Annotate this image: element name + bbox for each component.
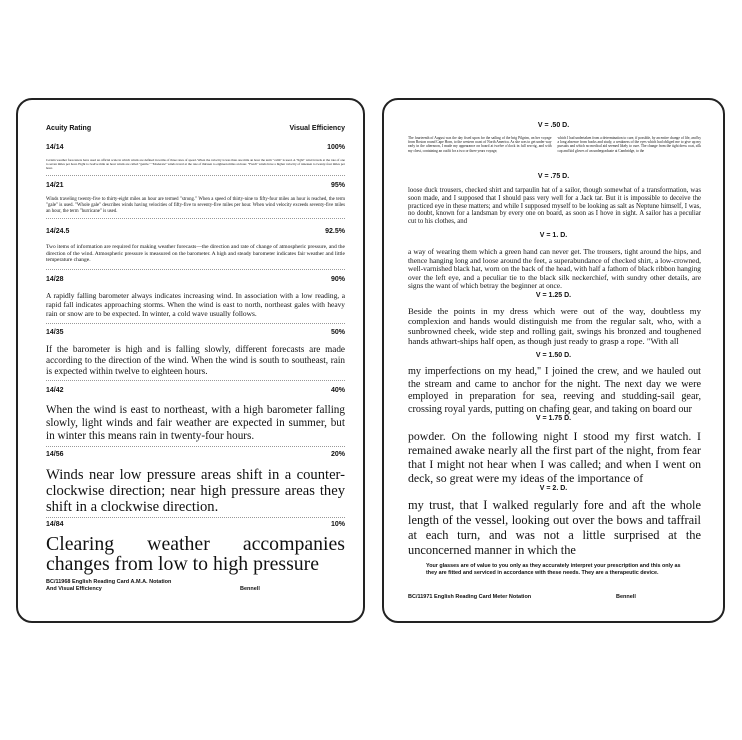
visual-efficiency: 90% xyxy=(330,276,345,283)
brand-name: Bennell xyxy=(240,586,260,592)
card-code: BC/11971 English Reading Card Meter Notation xyxy=(408,594,532,600)
acuity-rating: 14/84 xyxy=(46,521,64,528)
reading-paragraph: Two items of information are required for making weather forecasts—the direction and rate of change of atmospheric pressure, and the direction of the wind. Atmospheric pressure is measured on the barometer. A high and steady barometer indicates fair weather and little temperature change. xyxy=(46,244,345,264)
diopter-label: V = 2. D. xyxy=(539,485,568,492)
acuity-rating-header: Acuity Rating xyxy=(46,125,92,132)
reading-paragraph: Beside the points in my dress which were out of the way, doubtless my complexion and hands would distinguish me from the regular salt, who, with a sunbrowned cheek, wide step and rolling gait, swings his bronzed and toughened hands athwart-ships half open, as though just ready to grasp a rope. "With all xyxy=(408,306,701,346)
visual-efficiency: 100% xyxy=(327,144,345,151)
acuity-rating: 14/21 xyxy=(46,182,64,189)
visual-efficiency: 95% xyxy=(330,182,345,189)
reading-paragraph: loose duck trousers, checked shirt and tarpaulin hat of a sailor, though somewhat of a transformation, was soon made, and I supposed that I should pass very well for a Jack tar. But it is impossible to deceive the practiced eye in these matters; and while I supposed myself to be looking as salt as Neptune himself, I was, no doubt, known for a landsman by every one on board, as soon as I hove in sight. A sailor has a peculiar cut to his clothes, and xyxy=(408,187,701,226)
acuity-reading-card xyxy=(16,98,365,623)
diopter-label: V = .75 D. xyxy=(537,173,570,180)
diopter-label: V = 1. D. xyxy=(539,232,568,239)
level-row xyxy=(46,329,345,336)
level-row xyxy=(46,228,345,235)
acuity-rating: 14/28 xyxy=(46,276,64,283)
visual-efficiency: 92.5% xyxy=(325,228,345,235)
reading-paragraph: Clearing weather accompanies changes from low to high pressure xyxy=(46,533,345,575)
meter-reading-card xyxy=(382,98,725,623)
divider xyxy=(46,517,345,518)
reading-paragraph: my trust, that I walked regularly fore and aft the whole length of the vessel, looking out over the bows and taffrail at each turn, and was not a little surprised at the unconcerned manner in which the xyxy=(408,498,701,557)
reading-paragraph: Winds traveling twenty-five to thirty-eight miles an hour are termed "strong." When a speed of thirty-nine to fifty-four miles an hour is reached, the term "gale" is used. "Whole gale" describes winds having velocities of fifty-five to seventy-five miles per hour. When wind velocity exceeds seventy-five miles an hour, the term "hurricane" is used. xyxy=(46,197,345,214)
reading-column-right: which I had undertaken from a determination to cure, if possible, by an entire change of life, and by a long absence from books and study, a weakness of the eyes which had obliged me to give up my pursuits and which no medical aid seemed likely to cure. The change from the tight dress coat, silk cap and kid gloves of an undergraduate at Cambridge, to the xyxy=(557,136,701,153)
acuity-rating: 14/42 xyxy=(46,387,64,394)
reading-column-left: The fourteenth of August was the day fixed upon for the sailing of the brig Pilgrim, on her voyage from Boston round Cape Horn, to the western coast of North America. As she was to get under way early in the afternoon, I made my appearance on board at twelve o'clock in full sea-rig, and with my chest, containing an outfit for a two or three years voyage, xyxy=(408,136,552,153)
reading-paragraph: powder. On the following night I stood my first watch. I remained awake nearly all the first part of the night, from fear that I might not hear when I was called; and when I went on deck, so great were my ideas of the importance of xyxy=(408,429,701,485)
visual-efficiency: 10% xyxy=(330,521,345,528)
divider xyxy=(46,269,345,270)
card-code: BC/11968 English Reading Card A.M.A. Notation xyxy=(46,579,172,585)
level-row xyxy=(46,144,345,151)
divider xyxy=(46,446,345,447)
divider xyxy=(46,380,345,381)
visual-efficiency: 50% xyxy=(330,329,345,336)
diopter-label: V = 1.75 D. xyxy=(535,415,572,422)
reading-paragraph: Certain weather forecasters have used an official scale in which winds are defined in terms of three rates of speed. When the velocity is less than one mile an hour the term "calm" is used. A "light" wind travels at the rate of one to seven miles per hour. Eight to twelve mile an hour winds are called "gentle." "Moderate" winds travel at the rate of thirteen to eighteen miles an hour. "Fresh" winds have a higher velocity of nineteen to twenty-four miles per hour. xyxy=(46,158,345,170)
divider xyxy=(46,218,345,219)
acuity-rating: 14/14 xyxy=(46,144,64,151)
level-row xyxy=(46,182,345,189)
acuity-rating: 14/56 xyxy=(46,451,64,458)
visual-efficiency: 40% xyxy=(330,387,345,394)
level-row xyxy=(46,276,345,283)
reading-paragraph: A rapidly falling barometer always indicates increasing wind. In association with a low reading, a rapid fall indicates approaching storms. When the wind is east to north, northeast gales with heavy rain or snow are to be expected. In winter, a cold wave usually follows. xyxy=(46,291,345,318)
level-row xyxy=(46,521,345,528)
reading-paragraph: my imperfections on my head," I joined the crew, and we hauled out the stream and came to anchor for the night. The next day we were employed in preparation for sea, reeving and studding-sail gear, crossing royal yards, putting on chafing gear, and taking on board our xyxy=(408,366,701,415)
divider xyxy=(46,175,345,176)
level-row xyxy=(46,451,345,458)
card-notation: And Visual Efficiency xyxy=(46,586,102,592)
divider xyxy=(46,323,345,324)
diopter-label: V = 1.50 D. xyxy=(535,352,572,359)
diopter-label: V = 1.25 D. xyxy=(535,292,572,299)
level-row xyxy=(46,387,345,394)
reading-paragraph: When the wind is east to northeast, with a high barometer falling slowly, light winds and fair weather are expected in summer, but in winter this means rain in twenty-four hours. xyxy=(46,404,345,443)
acuity-rating: 14/24.5 xyxy=(46,228,70,235)
acuity-rating: 14/35 xyxy=(46,329,64,336)
card-header xyxy=(46,125,345,132)
diopter-label: V = .50 D. xyxy=(537,122,570,129)
reading-paragraph: If the barometer is high and is falling slowly, different forecasts are made according to the direction of the wind. When the wind is south to southeast, rain is expected within twelve to eighteen hours. xyxy=(46,344,345,376)
card-footer-code xyxy=(46,579,171,593)
visual-efficiency: 20% xyxy=(330,451,345,458)
reading-paragraph: a way of wearing them which a green hand can never get. The trousers, tight around the hips, and thence hanging long and loose around the feet, a superabundance of checked shirt, a low-crowned, well-varnished black hat, worn on the back of the head, with half a fathom of black ribbon hanging over the left eye, and a peculiar tie to the black silk neckerchief, with sundry other details, are signs the want of which betray the beginner at once. xyxy=(408,247,701,290)
prescription-notice: Your glasses are of value to you only as they accurately interpret your prescription and this only as they are fitted and serviced in accordance with these needs. They are a therapeutic device. xyxy=(426,563,681,576)
reading-paragraph: Winds near low pressure areas shift in a counter-clockwise direction; near high pressure areas they shift in a clockwise direction. xyxy=(46,467,345,515)
brand-name: Bennell xyxy=(616,594,636,600)
reading-columns xyxy=(408,136,701,153)
visual-efficiency-header: Visual Efficiency xyxy=(289,125,345,132)
